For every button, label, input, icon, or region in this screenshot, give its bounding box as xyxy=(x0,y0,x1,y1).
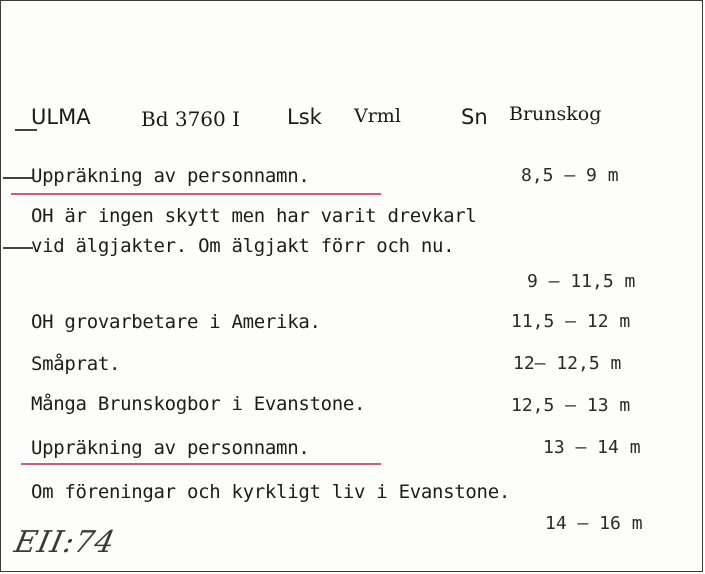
entry-time: 13 – 14 m xyxy=(543,437,641,458)
entry-time: 12– 12,5 m xyxy=(513,353,622,374)
entry-time: 8,5 – 9 m xyxy=(521,165,619,186)
header-ulma: ULMA xyxy=(31,105,91,129)
header-vrml: Vrml xyxy=(354,105,401,127)
margin-mark xyxy=(3,247,33,249)
entry-text: Om föreningar och kyrkligt liv i Evanstone. xyxy=(31,481,510,503)
handwritten-signature: EII:74 xyxy=(11,525,119,560)
header-bd: Bd 3760 I xyxy=(141,107,241,131)
entry-text: Uppräkning av personnamn. xyxy=(31,437,310,459)
entry-underline xyxy=(11,193,381,195)
entry-text: Uppräkning av personnamn. xyxy=(31,165,310,187)
entry-text: Småprat. xyxy=(31,353,121,375)
entry-underline xyxy=(21,463,381,465)
entry-text: vid älgjakter. Om älgjakt förr och nu. xyxy=(31,235,455,257)
margin-mark xyxy=(3,177,33,179)
entry-text: OH grovarbetare i Amerika. xyxy=(31,311,321,333)
entry-time: 11,5 – 12 m xyxy=(511,311,631,332)
entry-time: 14 – 16 m xyxy=(545,513,643,534)
header-sn: Sn xyxy=(461,105,488,129)
entry-time: 9 – 11,5 m xyxy=(527,271,636,292)
entry-text: Många Brunskogbor i Evanstone. xyxy=(31,393,366,415)
header-lsk: Lsk xyxy=(287,105,322,129)
entry-time: 12,5 – 13 m xyxy=(511,395,631,416)
entry-text: OH är ingen skytt men har varit drevkarl xyxy=(31,205,477,227)
header-parish: Brunskog xyxy=(509,103,602,125)
margin-mark xyxy=(15,129,37,131)
